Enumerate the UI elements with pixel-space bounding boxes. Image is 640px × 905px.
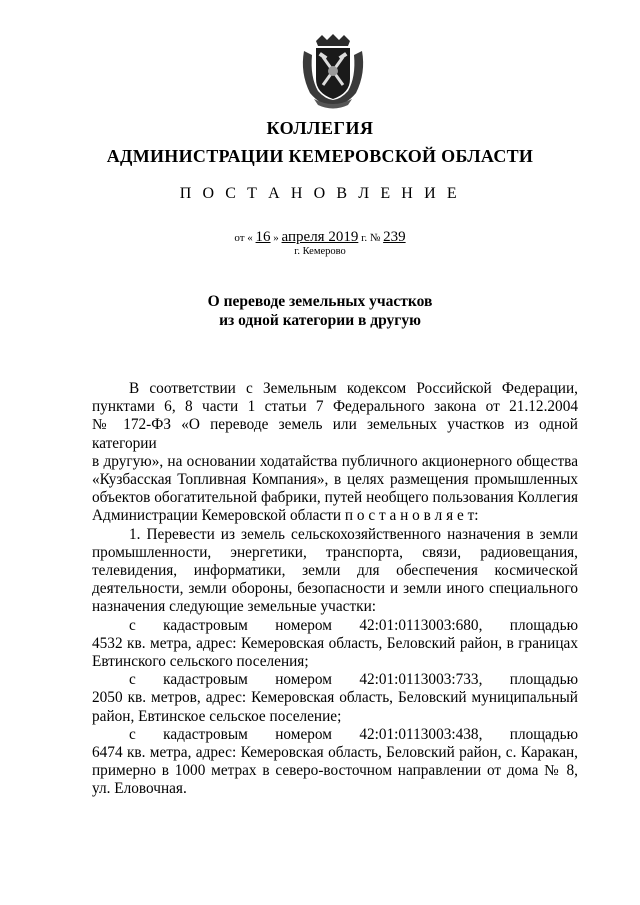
body-line: «Кузбасская Топливная Компания», в целях размещения промышленных xyxy=(92,471,578,489)
body-line: В соответствии с Земельным кодексом Российской Федерации, xyxy=(129,380,578,397)
body-line: с кадастровым номером 42:01:0113003:438, площадью xyxy=(129,725,578,743)
body-line: телевидения, информатики, земли для обеспечения космической xyxy=(92,562,578,580)
date-month-year: апреля 2019 xyxy=(281,229,359,245)
body-line: ул. Еловочная. xyxy=(92,780,187,798)
subject-line1: О переводе земельных участков xyxy=(207,293,433,310)
body-line: Евтинского сельского поселения; xyxy=(92,653,309,671)
body-line: № 172-ФЗ «О переводе земель или земельных участков из одной категории xyxy=(92,416,578,452)
body-line: район, Евтинское сельское поселение; xyxy=(92,707,342,725)
document-number: 239 xyxy=(383,229,406,245)
org-name-line1: КОЛЛЕГИЯ xyxy=(266,118,374,138)
body-line: промышленности, энергетики, транспорта, связи, радиовещания, xyxy=(92,543,578,561)
date-mid: » xyxy=(273,232,279,244)
body-line: 2050 кв. метров, адрес: Кемеровская область, Беловский муниципальный xyxy=(92,689,578,707)
body-line: пунктами 6, 8 части 1 статьи 7 Федерального закона от 21.12.2004 xyxy=(92,398,578,416)
city: г. Кемерово xyxy=(294,246,346,257)
body-line: объектов обогатительной фабрики, путей необщего пользования Коллегия xyxy=(92,489,578,507)
body-line: деятельности, земли обороны, безопасности и земли иного специального xyxy=(92,580,578,598)
number-prefix: № xyxy=(369,232,381,244)
body-text xyxy=(92,380,578,799)
body-line: Администрации Кемеровской области п о с т а н о в л я е т: xyxy=(92,507,479,525)
body-line: назначения следующие земельные участки: xyxy=(92,598,377,616)
body-line: 1. Перевести из земель сельскохозяйственного назначения в земли xyxy=(129,525,578,543)
kemerovo-region-coat-of-arms-icon xyxy=(296,33,370,109)
document-type: П О С Т А Н О В Л Е Н И Е xyxy=(179,185,461,202)
date-prefix: от « xyxy=(234,232,253,244)
body-line: 4532 кв. метра, адрес: Кемеровская область, Беловский район, в границах xyxy=(92,634,578,652)
body-line: с кадастровым номером 42:01:0113003:733, площадью xyxy=(129,671,578,689)
body-line: с кадастровым номером 42:01:0113003:680, площадью xyxy=(129,616,578,634)
date-day: 16 xyxy=(255,229,271,245)
org-name-line2: АДМИНИСТРАЦИИ КЕМЕРОВСКОЙ ОБЛАСТИ xyxy=(106,146,534,166)
body-line: примерно в 1000 метрах в северо-восточном направлении от дома № 8, xyxy=(92,762,578,780)
body-line: в другую», на основании ходатайства публичного акционерного общества xyxy=(92,452,578,470)
date-year-suffix: г. xyxy=(361,232,368,244)
subject-line2: из одной категории в другую xyxy=(219,312,421,329)
body-line: 6474 кв. метра, адрес: Кемеровская область, Беловский район, с. Каракан, xyxy=(92,744,578,762)
date-line xyxy=(0,229,640,246)
